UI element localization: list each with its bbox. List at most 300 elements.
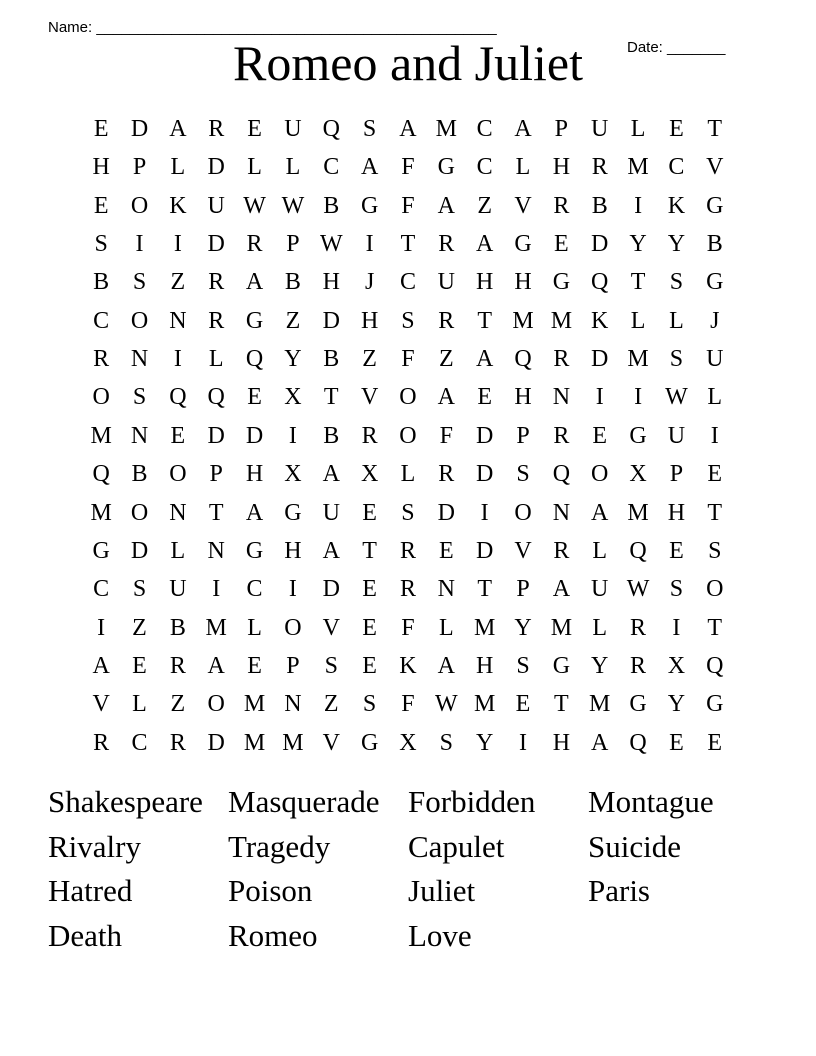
word-bank-item: Paris xyxy=(588,873,650,908)
grid-letter: A xyxy=(437,652,455,679)
word-bank-item: Suicide xyxy=(588,828,681,864)
date-field-label: Date: _______ xyxy=(627,39,726,56)
grid-letter: N xyxy=(284,691,302,718)
grid-letter: A xyxy=(92,652,110,679)
grid-letter: G xyxy=(360,192,379,219)
grid-letter: Z xyxy=(170,269,186,296)
grid-letter: F xyxy=(439,422,453,449)
grid-letter: I xyxy=(710,422,719,449)
grid-letter: D xyxy=(322,307,340,334)
grid-letter: F xyxy=(401,691,415,718)
grid-letter: G xyxy=(552,652,571,679)
grid-letter: B xyxy=(323,192,340,219)
grid-letter: R xyxy=(93,729,110,756)
grid-letter: R xyxy=(553,192,570,219)
grid-letter: D xyxy=(207,231,225,258)
grid-letter: Y xyxy=(591,652,609,679)
grid-letter: F xyxy=(401,346,415,373)
grid-letter: L xyxy=(438,614,454,641)
grid-letter: I xyxy=(173,346,182,373)
grid-letter: O xyxy=(169,461,187,488)
grid-letter: S xyxy=(708,537,722,564)
grid-letter: C xyxy=(476,116,493,142)
word-search-grid xyxy=(82,110,734,762)
grid-row xyxy=(82,685,734,723)
grid-letter: P xyxy=(209,461,223,488)
grid-letter: G xyxy=(629,422,647,449)
grid-letter: N xyxy=(552,499,571,526)
grid-letter: P xyxy=(516,576,530,603)
grid-letter: P xyxy=(516,422,530,449)
word-bank-item: Rivalry xyxy=(48,828,141,864)
grid-letter: G xyxy=(284,499,302,526)
grid-letter: G xyxy=(706,269,724,296)
grid-letter: H xyxy=(284,537,302,564)
word-bank-item: Romeo xyxy=(228,917,318,953)
grid-letter: D xyxy=(322,576,340,603)
grid-letter: T xyxy=(707,499,723,526)
grid-letter: J xyxy=(710,307,720,334)
grid-letter: E xyxy=(669,116,684,142)
grid-letter: A xyxy=(169,116,187,142)
grid-letter: I xyxy=(519,729,528,756)
grid-letter: A xyxy=(322,537,340,564)
grid-letter: R xyxy=(438,231,455,258)
grid-letter: V xyxy=(322,614,340,641)
grid-letter: S xyxy=(132,384,147,411)
grid-letter: T xyxy=(477,576,492,603)
grid-letter: V xyxy=(92,691,110,718)
name-field-label: Name: ________________________________________________ xyxy=(48,19,497,36)
word-bank-item: Juliet xyxy=(408,873,476,908)
grid-letter: T xyxy=(554,691,569,718)
grid-letter: P xyxy=(554,116,569,142)
grid-letter: X xyxy=(284,384,302,411)
grid-letter: M xyxy=(205,614,227,641)
grid-letter: E xyxy=(669,729,684,756)
grid-row xyxy=(82,378,734,416)
grid-letter: A xyxy=(476,231,494,258)
word-bank-item: Capulet xyxy=(408,828,505,864)
grid-letter: F xyxy=(401,614,415,641)
grid-letter: R xyxy=(169,652,186,679)
grid-letter: P xyxy=(132,154,147,181)
grid-letter: X xyxy=(284,461,302,488)
grid-letter: L xyxy=(132,691,147,718)
grid-letter: D xyxy=(476,422,494,449)
grid-letter: Q xyxy=(514,346,532,373)
grid-letter: A xyxy=(476,346,494,373)
grid-letter: A xyxy=(322,461,340,488)
grid-row xyxy=(82,148,734,186)
grid-letter: E xyxy=(707,461,723,488)
grid-letter: N xyxy=(207,537,225,564)
grid-letter: I xyxy=(480,499,489,526)
grid-letter: E xyxy=(247,652,262,679)
grid-letter: Q xyxy=(322,116,340,142)
grid-letter: E xyxy=(554,231,569,258)
grid-letter: C xyxy=(93,576,110,603)
grid-letter: A xyxy=(552,576,571,603)
grid-letter: R xyxy=(208,116,225,142)
grid-letter: A xyxy=(399,116,417,142)
grid-letter: O xyxy=(92,384,110,411)
grid-letter: I xyxy=(288,422,297,449)
grid-letter: R xyxy=(361,422,378,449)
grid-row xyxy=(82,647,734,685)
grid-letter: U xyxy=(667,422,686,449)
grid-letter: M xyxy=(243,691,266,718)
grid-letter: T xyxy=(362,537,377,564)
grid-letter: D xyxy=(476,537,494,564)
grid-letter: C xyxy=(93,307,110,334)
grid-letter: T xyxy=(477,307,492,334)
grid-row xyxy=(82,187,734,225)
grid-letter: P xyxy=(286,231,300,258)
grid-letter: D xyxy=(476,461,494,488)
grid-letter: D xyxy=(130,537,149,564)
grid-letter: U xyxy=(207,192,225,219)
word-bank-item: Tragedy xyxy=(228,828,331,864)
grid-row xyxy=(82,455,734,493)
grid-letter: C xyxy=(399,269,416,296)
grid-letter: R xyxy=(630,652,647,679)
grid-letter: V xyxy=(514,537,532,564)
grid-letter: R xyxy=(438,307,455,334)
grid-letter: H xyxy=(322,269,340,296)
worksheet-header xyxy=(48,0,748,56)
grid-letter: I xyxy=(97,614,106,641)
grid-letter: G xyxy=(360,729,379,756)
grid-letter: G xyxy=(706,192,724,219)
grid-letter: S xyxy=(132,269,147,296)
grid-letter: S xyxy=(362,116,377,142)
grid-letter: G xyxy=(245,537,264,564)
grid-letter: L xyxy=(208,346,224,373)
grid-row xyxy=(82,302,734,340)
grid-row xyxy=(82,724,734,762)
grid-letter: T xyxy=(707,116,723,142)
grid-letter: E xyxy=(707,729,723,756)
grid-letter: M xyxy=(627,154,649,181)
grid-letter: A xyxy=(437,192,455,219)
grid-letter: D xyxy=(207,729,225,756)
grid-letter: E xyxy=(362,614,377,641)
grid-letter: H xyxy=(245,461,264,488)
grid-letter: N xyxy=(130,346,149,373)
grid-letter: G xyxy=(437,154,455,181)
word-bank-item: Forbidden xyxy=(408,784,536,819)
grid-letter: Y xyxy=(476,729,494,756)
grid-letter: H xyxy=(476,652,494,679)
grid-letter: R xyxy=(591,154,608,181)
grid-letter: D xyxy=(245,422,264,449)
grid-letter: H xyxy=(92,154,110,181)
grid-letter: O xyxy=(399,422,417,449)
grid-letter: R xyxy=(630,614,647,641)
grid-letter: F xyxy=(401,192,415,219)
grid-letter: D xyxy=(207,422,225,449)
word-bank-item: Shakespeare xyxy=(48,784,203,819)
grid-letter: S xyxy=(516,652,530,679)
grid-letter: Q xyxy=(706,652,724,679)
grid-letter: O xyxy=(284,614,302,641)
grid-letter: M xyxy=(627,346,649,373)
grid-letter: E xyxy=(515,691,531,718)
grid-letter: E xyxy=(362,499,377,526)
grid-letter: W xyxy=(626,576,650,603)
grid-letter: N xyxy=(130,422,149,449)
grid-letter: M xyxy=(282,729,304,756)
grid-letter: S xyxy=(669,576,684,603)
grid-letter: U xyxy=(591,116,609,142)
grid-letter: J xyxy=(364,269,375,296)
grid-letter: Y xyxy=(629,231,647,258)
grid-letter: N xyxy=(437,576,455,603)
grid-letter: K xyxy=(399,652,417,679)
grid-letter: B xyxy=(591,192,608,219)
grid-letter: I xyxy=(595,384,604,411)
grid-letter: R xyxy=(399,576,416,603)
grid-letter: X xyxy=(629,461,647,488)
grid-letter: G xyxy=(552,269,571,296)
grid-letter: E xyxy=(477,384,492,411)
grid-letter: A xyxy=(245,269,264,296)
grid-letter: L xyxy=(630,307,646,334)
grid-letter: E xyxy=(247,116,262,142)
grid-letter: V xyxy=(360,384,379,411)
grid-letter: T xyxy=(630,269,646,296)
grid-letter: V xyxy=(514,192,532,219)
grid-row xyxy=(82,263,734,301)
grid-letter: Q xyxy=(552,461,571,488)
grid-letter: X xyxy=(667,652,686,679)
grid-row xyxy=(82,417,734,455)
grid-letter: Z xyxy=(477,192,492,219)
grid-letter: L xyxy=(592,614,608,641)
grid-letter: O xyxy=(207,691,225,718)
grid-letter: Z xyxy=(285,307,301,334)
grid-letter: U xyxy=(437,269,455,296)
grid-letter: G xyxy=(629,691,647,718)
grid-letter: L xyxy=(400,461,416,488)
grid-letter: L xyxy=(592,537,608,564)
grid-letter: A xyxy=(207,652,225,679)
grid-letter: I xyxy=(135,231,144,258)
grid-letter: V xyxy=(322,729,340,756)
grid-letter: M xyxy=(474,691,496,718)
grid-letter: Q xyxy=(169,384,187,411)
grid-letter: E xyxy=(132,652,147,679)
grid-letter: E xyxy=(592,422,608,449)
grid-letter: E xyxy=(170,422,186,449)
grid-letter: I xyxy=(173,231,182,258)
grid-letter: M xyxy=(627,499,649,526)
grid-letter: A xyxy=(514,116,532,142)
grid-letter: Z xyxy=(362,346,377,373)
grid-letter: Z xyxy=(170,691,186,718)
grid-letter: R xyxy=(553,346,570,373)
grid-letter: M xyxy=(474,614,496,641)
grid-row xyxy=(82,340,734,378)
grid-letter: G xyxy=(706,691,724,718)
page-title: Romeo and Juliet xyxy=(233,35,583,91)
grid-letter: Q xyxy=(207,384,225,411)
grid-letter: L xyxy=(669,307,684,334)
grid-letter: H xyxy=(552,154,571,181)
grid-letter: M xyxy=(435,116,457,142)
grid-letter: X xyxy=(360,461,379,488)
grid-letter: N xyxy=(169,307,187,334)
grid-letter: G xyxy=(245,307,264,334)
grid-letter: B xyxy=(131,461,148,488)
grid-letter: A xyxy=(245,499,264,526)
grid-letter: M xyxy=(512,307,534,334)
grid-letter: M xyxy=(90,422,112,449)
grid-letter: F xyxy=(401,154,415,181)
grid-letter: D xyxy=(207,154,225,181)
grid-letter: S xyxy=(132,576,147,603)
word-bank-item: Hatred xyxy=(48,873,133,908)
grid-letter: T xyxy=(323,384,339,411)
grid-letter: M xyxy=(550,307,573,334)
grid-letter: A xyxy=(591,499,609,526)
grid-row xyxy=(82,225,734,263)
grid-letter: L xyxy=(170,537,186,564)
grid-letter: R xyxy=(208,307,225,334)
grid-row xyxy=(82,110,734,148)
grid-letter: C xyxy=(323,154,340,181)
grid-letter: Q xyxy=(591,269,609,296)
grid-row xyxy=(82,532,734,570)
grid-letter: C xyxy=(246,576,263,603)
grid-letter: S xyxy=(94,231,108,258)
grid-letter: X xyxy=(399,729,417,756)
grid-letter: R xyxy=(169,729,186,756)
grid-letter: S xyxy=(439,729,453,756)
grid-row xyxy=(82,494,734,532)
grid-letter: A xyxy=(360,154,379,181)
grid-letter: I xyxy=(634,384,643,411)
grid-letter: N xyxy=(552,384,571,411)
grid-letter: R xyxy=(438,461,455,488)
grid-letter: R xyxy=(93,346,110,373)
word-bank-item: Montague xyxy=(588,784,714,819)
grid-letter: K xyxy=(169,192,187,219)
grid-letter: M xyxy=(243,729,266,756)
grid-letter: M xyxy=(90,499,112,526)
grid-letter: C xyxy=(131,729,148,756)
grid-letter: Y xyxy=(284,346,302,373)
grid-letter: Z xyxy=(323,691,339,718)
grid-letter: D xyxy=(591,231,609,258)
word-bank-item: Poison xyxy=(228,873,313,908)
grid-letter: V xyxy=(706,154,724,181)
grid-letter: U xyxy=(706,346,724,373)
grid-letter: E xyxy=(669,537,684,564)
grid-letter: Q xyxy=(92,461,110,488)
grid-letter: T xyxy=(707,614,723,641)
grid-letter: W xyxy=(319,231,343,258)
grid-letter: A xyxy=(591,729,609,756)
grid-letter: E xyxy=(362,576,377,603)
grid-letter: I xyxy=(634,192,643,219)
grid-letter: S xyxy=(669,346,684,373)
grid-letter: B xyxy=(93,269,110,296)
grid-letter: L xyxy=(515,154,531,181)
grid-letter: H xyxy=(552,729,571,756)
grid-letter: D xyxy=(591,346,609,373)
grid-letter: K xyxy=(667,192,686,219)
grid-letter: H xyxy=(667,499,686,526)
grid-letter: A xyxy=(437,384,455,411)
grid-letter: I xyxy=(672,614,681,641)
grid-letter: B xyxy=(323,346,340,373)
grid-letter: N xyxy=(169,499,187,526)
grid-letter: D xyxy=(130,116,149,142)
grid-letter: O xyxy=(130,499,149,526)
grid-letter: H xyxy=(514,269,532,296)
grid-letter: S xyxy=(401,499,415,526)
grid-letter: L xyxy=(630,116,646,142)
grid-row xyxy=(82,570,734,608)
grid-letter: W xyxy=(243,192,266,219)
grid-letter: L xyxy=(170,154,186,181)
grid-letter: U xyxy=(169,576,187,603)
grid-letter: E xyxy=(247,384,262,411)
grid-letter: K xyxy=(591,307,609,334)
grid-letter: I xyxy=(288,576,297,603)
grid-letter: P xyxy=(669,461,684,488)
grid-letter: O xyxy=(130,192,149,219)
grid-letter: I xyxy=(212,576,221,603)
grid-letter: I xyxy=(365,231,374,258)
grid-letter: Y xyxy=(667,231,686,258)
grid-letter: P xyxy=(286,652,300,679)
grid-letter: Q xyxy=(245,346,264,373)
grid-letter: M xyxy=(550,614,573,641)
grid-letter: O xyxy=(514,499,532,526)
grid-letter: G xyxy=(92,537,110,564)
grid-letter: B xyxy=(323,422,340,449)
grid-letter: L xyxy=(247,154,262,181)
grid-letter: B xyxy=(169,614,186,641)
grid-letter: Q xyxy=(629,537,647,564)
grid-letter: W xyxy=(281,192,305,219)
grid-letter: Y xyxy=(667,691,686,718)
grid-letter: G xyxy=(514,231,532,258)
grid-letter: R xyxy=(553,422,570,449)
grid-row xyxy=(82,609,734,647)
grid-letter: S xyxy=(669,269,684,296)
grid-letter: E xyxy=(93,192,109,219)
grid-letter: H xyxy=(514,384,532,411)
grid-letter: Y xyxy=(514,614,532,641)
word-bank-item: Love xyxy=(408,917,472,953)
grid-letter: E xyxy=(438,537,454,564)
grid-letter: R xyxy=(399,537,416,564)
grid-letter: C xyxy=(668,154,685,181)
grid-letter: S xyxy=(324,652,338,679)
grid-letter: Z xyxy=(132,614,147,641)
grid-letter: B xyxy=(284,269,301,296)
grid-letter: D xyxy=(437,499,455,526)
word-bank-item: Masquerade xyxy=(228,784,380,819)
grid-letter: H xyxy=(360,307,379,334)
grid-letter: E xyxy=(362,652,377,679)
grid-letter: B xyxy=(706,231,723,258)
grid-letter: W xyxy=(434,691,458,718)
